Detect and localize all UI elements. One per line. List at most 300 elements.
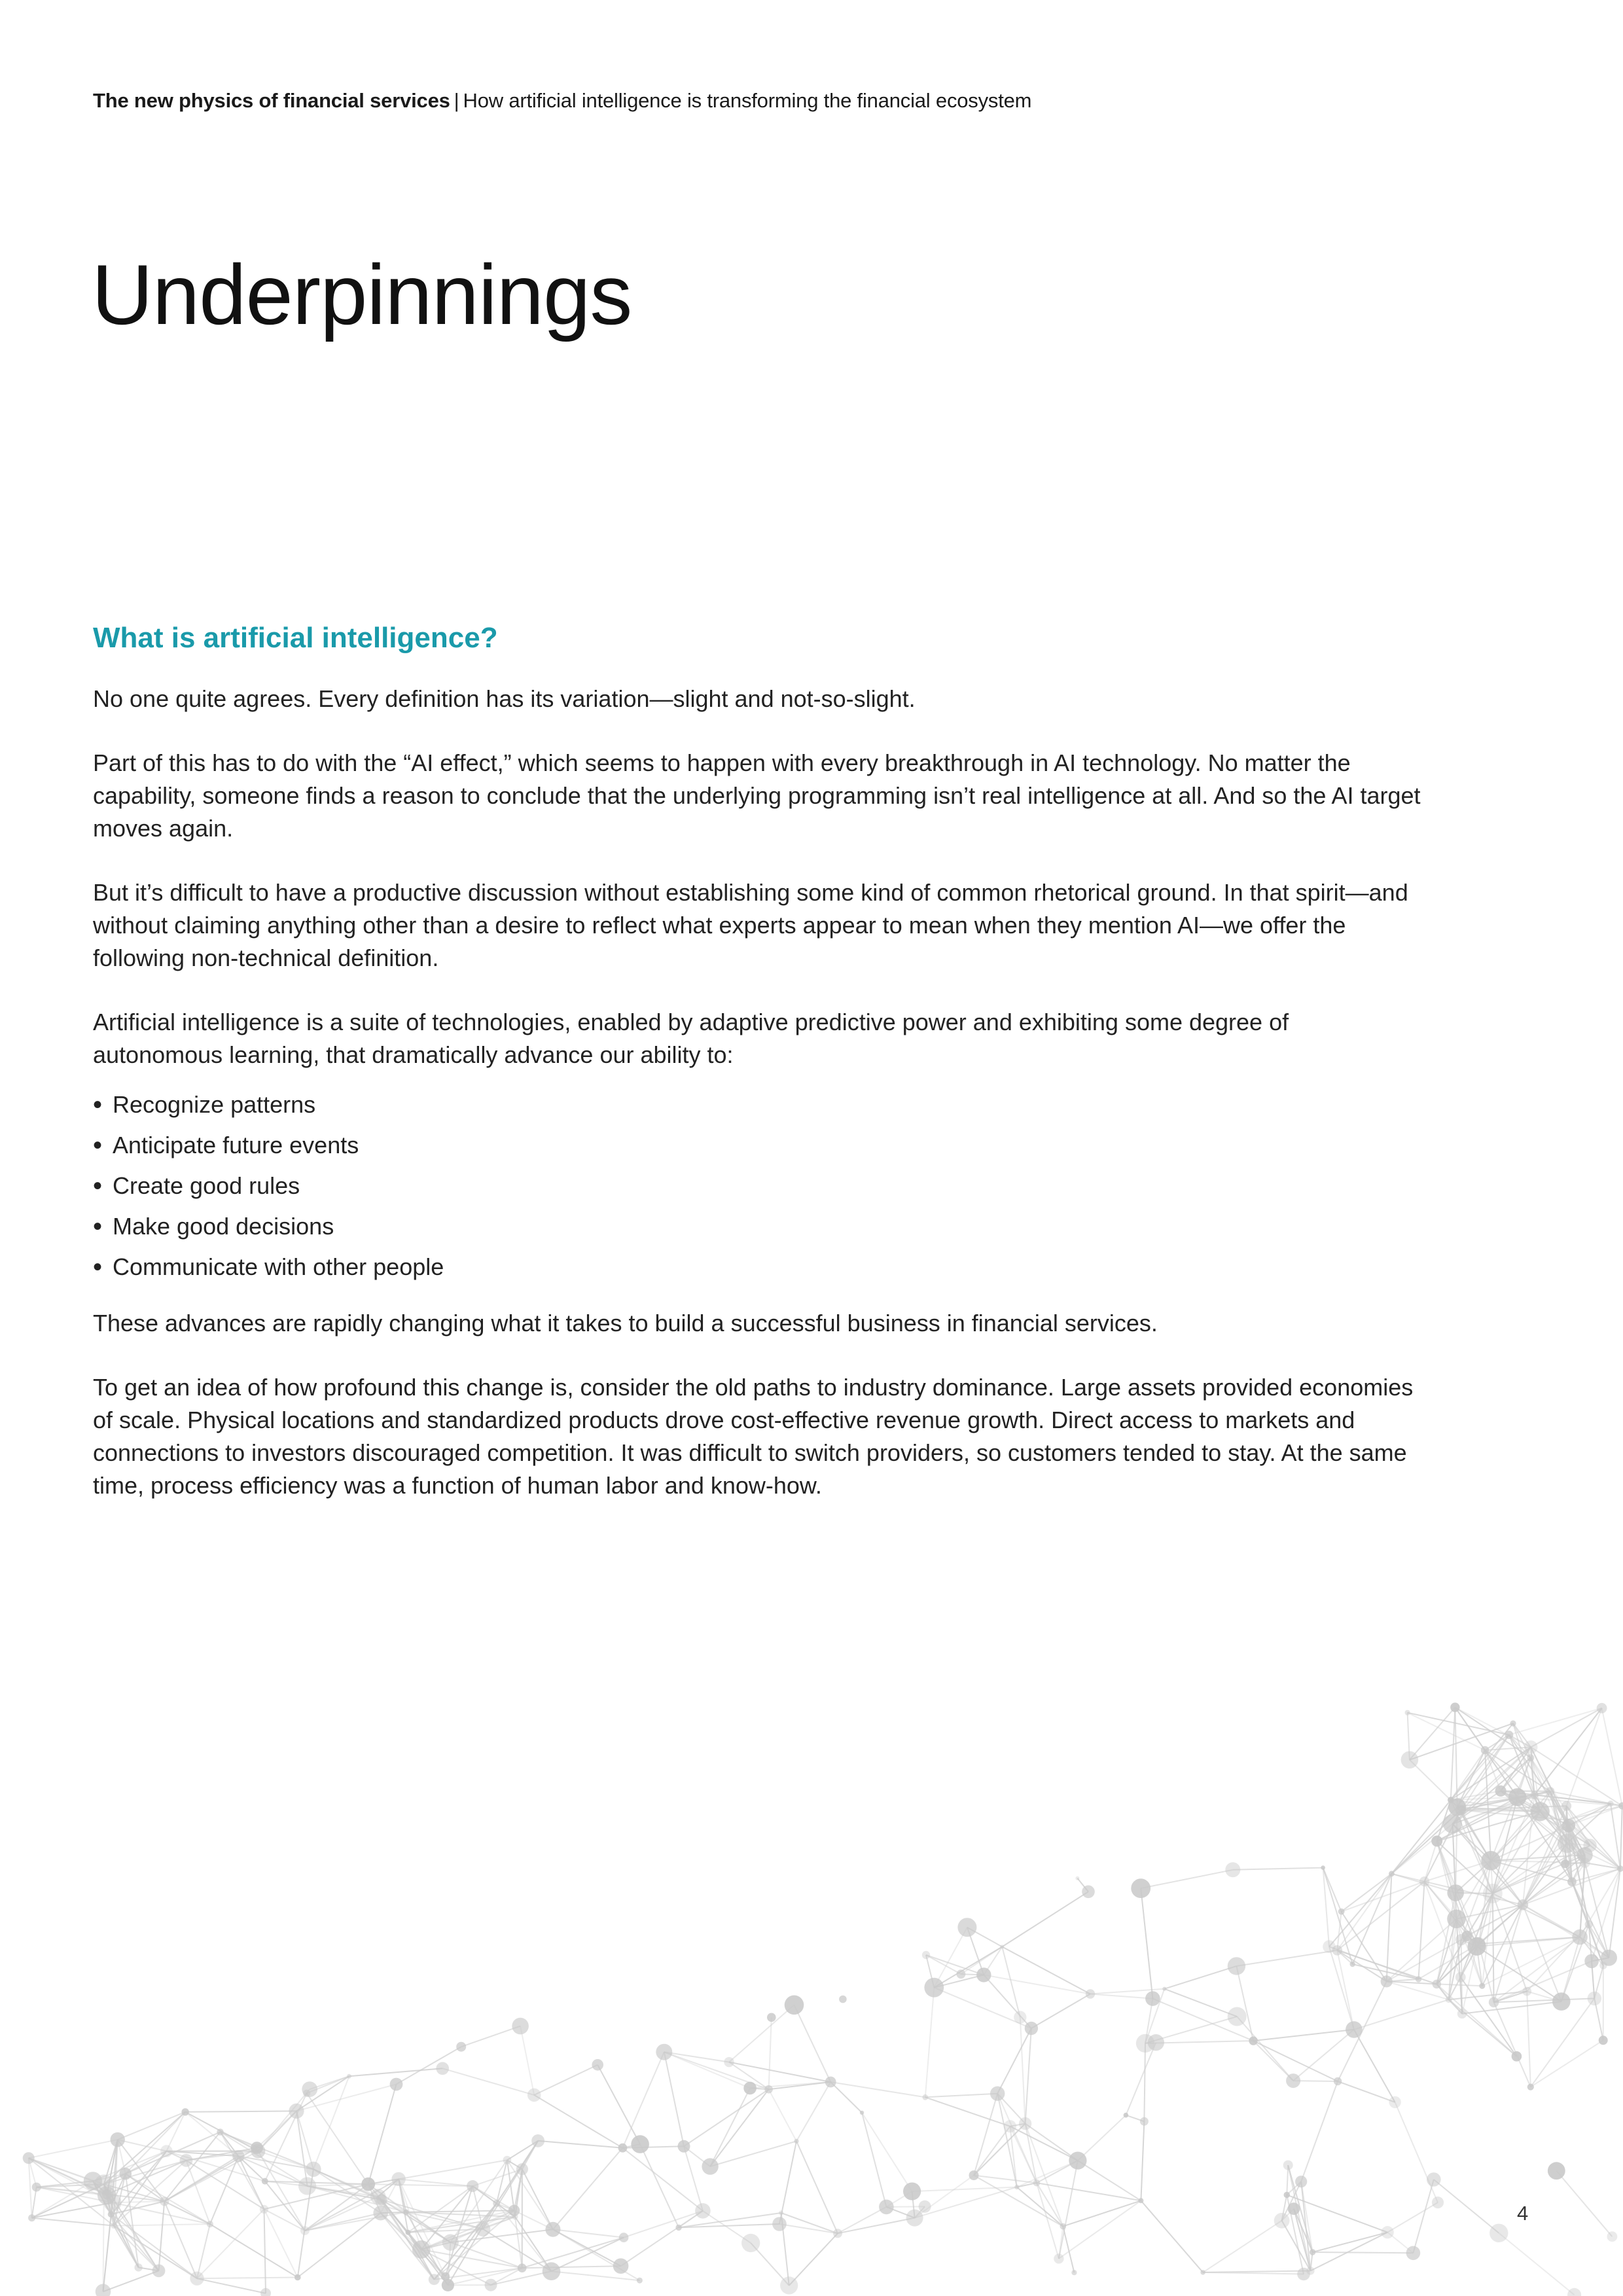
network-line: [1509, 1708, 1602, 1735]
network-line: [862, 2113, 886, 2207]
network-line: [796, 2082, 830, 2141]
network-line: [114, 2224, 210, 2226]
network-node: [1505, 1731, 1514, 1739]
network-node: [860, 2111, 864, 2115]
network-node: [436, 2062, 449, 2075]
network-node: [1599, 1962, 1607, 1969]
network-node: [1297, 2268, 1310, 2281]
network-node: [1457, 2009, 1467, 2019]
network-line: [925, 1988, 935, 2098]
network-node: [1527, 2084, 1534, 2090]
list-item: • Make good decisions: [93, 1206, 1421, 1247]
network-line: [915, 2187, 1017, 2218]
network-node: [1416, 1976, 1421, 1982]
network-node: [702, 2158, 718, 2174]
page-title: Underpinnings: [92, 247, 632, 342]
network-line: [710, 2089, 769, 2166]
network-line: [305, 2197, 378, 2231]
network-line: [1141, 1870, 1233, 1888]
network-node: [23, 2152, 35, 2164]
network-line: [522, 2169, 553, 2229]
network-line: [1609, 1869, 1620, 1958]
network-node: [1522, 1987, 1531, 1996]
network-line: [1141, 1888, 1152, 1999]
network-node: [631, 2135, 649, 2153]
network-node: [1082, 1886, 1095, 1899]
network-line: [1002, 1892, 1088, 1946]
network-line: [1237, 2017, 1293, 2081]
network-line: [1338, 2081, 1395, 2102]
network-line: [1337, 1950, 1386, 1982]
network-node: [180, 2154, 193, 2167]
network-node: [1432, 2197, 1444, 2208]
running-header: [93, 86, 1031, 115]
network-node: [1138, 2198, 1143, 2203]
network-line: [520, 2026, 534, 2095]
network-line: [1354, 2000, 1449, 2030]
network-line: [1531, 2040, 1603, 2087]
network-line: [925, 2094, 997, 2098]
network-line: [1313, 2233, 1388, 2252]
network-node: [467, 2180, 478, 2192]
network-node: [1274, 2213, 1290, 2229]
network-node: [518, 2263, 527, 2272]
network-node: [1071, 2270, 1077, 2275]
network-node: [903, 2183, 921, 2200]
network-line: [664, 2052, 684, 2146]
network-line: [1337, 1882, 1424, 1950]
network-node: [300, 2226, 310, 2235]
network-node: [1524, 1740, 1538, 1754]
network-line: [497, 2160, 507, 2203]
network-node: [152, 2265, 166, 2278]
network-line: [1337, 1874, 1391, 1950]
network-node: [391, 2172, 405, 2186]
network-line: [1164, 1966, 1236, 1989]
network-node: [1338, 1909, 1345, 1915]
network-node: [1455, 1805, 1466, 1816]
network-line: [522, 2266, 621, 2268]
network-line: [684, 2146, 703, 2211]
network-node: [207, 2221, 213, 2227]
network-line: [197, 2278, 298, 2279]
network-node: [134, 2263, 142, 2271]
network-node: [969, 2170, 979, 2180]
header-publication-title: The new physics of financial services: [93, 89, 450, 112]
network-line: [1141, 2121, 1144, 2200]
network-line: [1338, 1981, 1387, 2081]
network-node: [545, 2222, 560, 2237]
network-node: [1086, 1989, 1095, 1998]
network-node: [181, 2108, 188, 2115]
network-line: [1059, 2161, 1078, 2259]
network-line: [1164, 1989, 1237, 2017]
network-line: [534, 2065, 597, 2095]
network-node: [1427, 2172, 1441, 2187]
network-line: [1078, 2115, 1126, 2161]
list-item: • Communicate with other people: [93, 1247, 1421, 1287]
network-line: [197, 2209, 264, 2278]
network-node: [1561, 1859, 1569, 1868]
network-node: [825, 2077, 836, 2088]
network-node: [1200, 2270, 1205, 2274]
network-node: [990, 2087, 1005, 2101]
network-node: [1483, 1884, 1503, 1903]
network-node: [1585, 1920, 1593, 1928]
network-node: [1572, 1929, 1588, 1945]
network-node: [1481, 1851, 1501, 1871]
network-line: [446, 2186, 473, 2276]
network-line: [461, 2026, 520, 2047]
header-subtitle: How artificial intelligence is transforming the financial ecosystem: [463, 89, 1032, 112]
network-node: [1567, 2288, 1581, 2296]
paragraph-4: Artificial intelligence is a suite of technologies, enabled by adaptive predictive power and exhibiting some degree of autonomous learning, that dramatically advance our ability to:: [93, 1009, 1289, 1068]
network-node: [1332, 1945, 1343, 1956]
network-node: [262, 2178, 268, 2185]
network-node: [1000, 1945, 1004, 1948]
network-node: [1295, 2176, 1307, 2187]
network-node: [1531, 1802, 1550, 1821]
network-line: [1313, 2252, 1414, 2253]
header-separator: |: [454, 89, 459, 112]
network-node: [741, 2234, 760, 2252]
network-node: [1433, 1980, 1442, 1989]
network-line: [1141, 2200, 1203, 2272]
network-line: [1002, 1946, 1090, 1994]
network-node: [780, 2276, 798, 2294]
network-node: [1389, 2096, 1400, 2108]
network-line: [1059, 2200, 1141, 2259]
network-line: [1387, 2202, 1438, 2233]
network-node: [1508, 1788, 1527, 1806]
network-line: [838, 2207, 886, 2233]
network-node: [1288, 2202, 1300, 2215]
network-node: [1033, 2179, 1041, 2187]
network-line: [515, 2217, 522, 2268]
network-line: [1233, 1868, 1323, 1870]
network-line: [710, 2088, 750, 2166]
network-line: [29, 2140, 118, 2158]
network-line: [397, 2047, 461, 2084]
network-node: [1131, 1878, 1150, 1898]
network-line: [1002, 1946, 1020, 2017]
network-node: [1140, 2117, 1149, 2126]
network-node: [406, 2230, 411, 2235]
network-line: [622, 2148, 703, 2211]
list-item: • Recognize patterns: [93, 1085, 1421, 1125]
network-line: [264, 2209, 266, 2293]
network-line: [1479, 1937, 1580, 1944]
network-line: [1602, 1708, 1622, 1806]
network-node: [1004, 2120, 1016, 2132]
network-line: [382, 2200, 450, 2242]
network-line: [103, 2270, 159, 2291]
network-line: [1063, 2200, 1141, 2226]
section-heading: What is artificial intelligence?: [93, 622, 498, 654]
network-node: [1472, 1937, 1486, 1951]
network-line: [1026, 2124, 1037, 2183]
network-node: [1481, 1746, 1489, 1755]
network-node: [376, 2195, 387, 2206]
network-node: [412, 2240, 431, 2259]
network-node: [543, 2262, 561, 2280]
network-node: [1228, 2007, 1247, 2026]
network-node: [678, 2140, 690, 2153]
network-node: [794, 2139, 798, 2144]
network-node: [1419, 1876, 1429, 1886]
network-node: [1588, 1992, 1601, 2005]
network-node: [527, 2089, 541, 2102]
network-line: [684, 2089, 769, 2146]
network-node: [1455, 1972, 1466, 1982]
network-node: [1443, 1814, 1462, 1833]
network-node: [1075, 1876, 1079, 1880]
network-node: [1124, 2113, 1129, 2118]
network-node: [833, 2229, 842, 2238]
network-node: [1448, 1797, 1454, 1803]
network-node: [1406, 2246, 1421, 2261]
network-line: [1031, 1994, 1090, 2029]
network-line: [769, 2017, 772, 2089]
network-node: [1548, 2162, 1565, 2179]
network-line: [925, 2097, 1010, 2126]
network-node: [1019, 2117, 1031, 2130]
network-line: [597, 2065, 640, 2144]
network-line: [1236, 1950, 1337, 1966]
network-line: [1494, 1937, 1580, 2003]
network-line: [197, 2224, 210, 2278]
network-node: [772, 2217, 787, 2231]
network-node: [1450, 1702, 1459, 1712]
network-node: [743, 2082, 757, 2095]
network-node: [1512, 2051, 1522, 2062]
network-node: [724, 2057, 734, 2067]
network-node: [879, 2200, 894, 2215]
network-node: [111, 2132, 125, 2147]
network-line: [1020, 2017, 1026, 2124]
paragraph-6: To get an idea of how profound this change is, consider the old paths to industry dominance. Large assets provided economies of scale. Physical locations and standardized products drove cost-effective revenue growth. Direct access to markets and connections to investors discouraged competition. It was difficult to switch providers, so customers tended to stay. At the same time, process efficiency was a function of human labor and know-how.: [93, 1374, 1414, 1499]
network-node: [1014, 2185, 1019, 2189]
network-line: [862, 2113, 912, 2191]
network-line: [974, 2126, 1010, 2176]
network-line: [1620, 1806, 1622, 1869]
network-node: [347, 2074, 351, 2079]
network-line: [442, 2068, 534, 2095]
network-line: [1419, 1882, 1425, 1979]
paragraph-1: No one quite agrees. Every definition has its variation—slight and not-so-slight.: [93, 685, 916, 712]
network-node: [839, 1996, 847, 2003]
network-node: [1580, 1857, 1590, 1868]
network-line: [126, 2151, 167, 2174]
network-line: [664, 2052, 750, 2088]
network-node: [476, 2221, 491, 2236]
network-line: [1531, 1998, 1595, 2087]
network-node: [1334, 2077, 1342, 2085]
paragraph-5: These advances are rapidly changing what it takes to build a successful business in financial services.: [93, 1310, 1158, 1336]
network-node: [1531, 1791, 1539, 1799]
network-line: [769, 2089, 796, 2141]
network-line: [1494, 1998, 1595, 2002]
network-node: [1597, 1703, 1607, 1713]
network-line: [32, 2218, 114, 2226]
network-node: [1014, 2011, 1026, 2023]
network-node: [1584, 1954, 1599, 1969]
network-node: [512, 2214, 518, 2220]
network-node: [160, 2197, 169, 2206]
network-line: [622, 2052, 664, 2148]
network-node: [957, 1918, 976, 1937]
network-line: [664, 2052, 729, 2062]
network-line: [1436, 1984, 1482, 1986]
network-node: [1346, 2021, 1363, 2038]
network-node: [1447, 1884, 1464, 1901]
network-line: [538, 2141, 622, 2148]
network-line: [838, 2218, 915, 2234]
network-line: [789, 2233, 838, 2286]
network-line: [1203, 2272, 1304, 2274]
network-node: [294, 2274, 301, 2281]
network-line: [1090, 1994, 1152, 1999]
network-line: [368, 2085, 397, 2185]
list-item: • Create good rules: [93, 1166, 1421, 1206]
network-line: [1499, 2233, 1574, 2295]
network-node: [779, 2210, 783, 2215]
network-node: [1162, 1987, 1166, 1991]
network-line: [29, 2158, 93, 2181]
network-node: [1489, 1997, 1499, 2007]
network-node: [373, 2206, 388, 2221]
network-node: [922, 1951, 930, 1959]
network-node: [592, 2059, 603, 2071]
network-node: [503, 2156, 512, 2164]
network-node: [1310, 2249, 1315, 2255]
network-line: [796, 2141, 838, 2233]
network-node: [1054, 2253, 1063, 2263]
network-node: [924, 1978, 944, 1998]
network-node: [618, 2144, 628, 2153]
network-node: [531, 2134, 544, 2147]
network-node: [403, 2210, 408, 2215]
network-node: [619, 2233, 629, 2242]
network-line: [1203, 2221, 1282, 2272]
network-node: [1446, 1996, 1452, 2003]
network-node: [1495, 1785, 1507, 1797]
network-line: [974, 2176, 1037, 2183]
network-node: [1136, 2034, 1154, 2053]
network-node: [1558, 1834, 1577, 1853]
network-node: [260, 2205, 268, 2214]
network-node: [260, 2288, 271, 2296]
network-node: [1382, 2226, 1394, 2238]
network-line: [1451, 1708, 1455, 1801]
network-node: [1350, 1962, 1355, 1967]
network-node: [217, 2128, 223, 2135]
network-line: [1531, 1708, 1601, 1748]
network-line: [621, 2211, 703, 2266]
network-node: [1381, 1975, 1393, 1987]
network-node: [767, 2013, 776, 2022]
network-node: [28, 2214, 35, 2221]
network-node: [306, 2162, 321, 2177]
network-node: [190, 2272, 204, 2286]
network-node: [1228, 1957, 1245, 1975]
network-line: [1342, 1912, 1387, 1982]
network-node: [289, 2104, 304, 2119]
page-number: 4: [1517, 2202, 1529, 2225]
network-line: [1236, 1966, 1253, 2041]
network-line: [1126, 2043, 1156, 2115]
network-line: [1293, 2030, 1354, 2081]
network-line: [1026, 2124, 1078, 2161]
network-node: [919, 2200, 931, 2213]
network-line: [1523, 1905, 1580, 1937]
network-line: [159, 2201, 165, 2270]
network-node: [1431, 1836, 1442, 1847]
network-line: [1253, 2030, 1354, 2041]
network-node: [96, 2284, 111, 2296]
network-node: [1447, 1910, 1466, 1929]
network-node: [922, 2094, 928, 2100]
network-line: [1301, 2081, 1338, 2181]
network-node: [637, 2278, 643, 2284]
network-node: [1284, 2192, 1291, 2198]
network-node: [613, 2258, 629, 2274]
network-node: [1552, 1992, 1571, 2011]
network-node: [1389, 1871, 1395, 1876]
network-node: [976, 1967, 991, 1982]
network-line: [1494, 2002, 1531, 2087]
network-node: [442, 2234, 459, 2251]
network-node: [1025, 2022, 1038, 2035]
network-node: [1069, 2152, 1086, 2170]
network-line: [1353, 1874, 1392, 1964]
network-node: [232, 2150, 244, 2162]
network-node: [108, 2211, 115, 2217]
network-node: [957, 1969, 966, 1979]
network-line: [296, 2111, 308, 2186]
network-node: [1567, 1877, 1577, 1886]
network-line: [197, 2278, 266, 2293]
network-node: [1489, 2224, 1508, 2242]
network-node: [1607, 2231, 1618, 2242]
network-node: [1405, 1710, 1410, 1715]
network-node: [1479, 1983, 1485, 1989]
network-line: [1026, 2028, 1031, 2124]
network-line: [522, 2238, 624, 2269]
network-node: [1455, 1934, 1467, 1945]
paragraph-3: But it’s difficult to have a productive discussion without establishing some kind of common rhetorical ground. In that spirit—and without claiming anything other than a desire to reflect what experts appear to mean when they mention AI—we offer the following non-technical definition.: [93, 879, 1408, 971]
network-line: [974, 2176, 1063, 2227]
network-line: [984, 1975, 1090, 1994]
network-line: [313, 2076, 349, 2169]
network-node: [656, 2044, 672, 2060]
network-line: [624, 2211, 703, 2238]
network-line: [640, 2144, 679, 2227]
network-line: [729, 2005, 794, 2062]
network-node: [32, 2183, 41, 2192]
network-line: [1556, 2171, 1612, 2237]
ability-list: [93, 1085, 1421, 1287]
network-node: [160, 2145, 173, 2157]
network-line: [1408, 1713, 1509, 1735]
network-node: [1249, 2036, 1257, 2045]
network-node: [1599, 2036, 1608, 2045]
network-node: [1607, 1801, 1613, 1806]
network-node: [429, 2274, 440, 2285]
network-line: [830, 2082, 925, 2097]
network-node: [1510, 1721, 1516, 1727]
network-node: [361, 2178, 375, 2191]
